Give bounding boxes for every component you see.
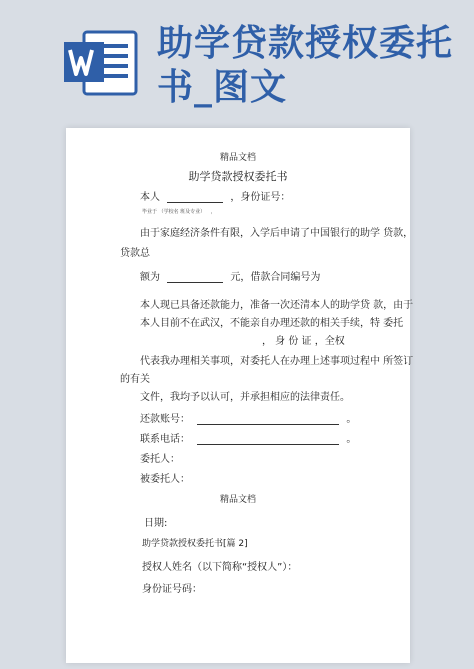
phone-blank: [197, 435, 339, 445]
name-blank: [167, 193, 223, 203]
doc-header: 精品文档: [219, 153, 256, 163]
page-title: 助学贷款授权委托书_图文: [157, 23, 454, 108]
amount-line: [140, 268, 320, 283]
para-5: 代表我办理相关事项，对委托人在办理上述事项过程中 所签订: [140, 356, 414, 367]
account-label: 还款账号：: [140, 414, 190, 425]
doc-header-2: 精品文档: [219, 495, 256, 505]
amount-tail: 元，借款合同编号为: [230, 272, 321, 283]
school-note: [142, 208, 216, 215]
phone-period: 。: [346, 434, 357, 445]
para-5b: 的有关: [120, 374, 150, 385]
school-note-text: 毕业于 （学校名 班及专业）: [142, 209, 206, 215]
word-icon: [62, 28, 140, 98]
amount-blank: [167, 273, 223, 283]
account-blank: [197, 415, 339, 425]
title-banner: [0, 0, 474, 118]
id-number-label: 身份证号码：: [142, 584, 202, 595]
account-line: [140, 410, 356, 425]
doc-title: 助学贷款授权委托书: [188, 170, 288, 183]
date-label: 日期:: [144, 518, 168, 529]
phone-label: 联系电话：: [140, 434, 190, 445]
para-2: 本人现已具备还款能力，准备一次还清本人的助学贷 款，由于: [140, 300, 414, 311]
next-title: 助学贷款授权委托书[篇 2]: [142, 539, 248, 549]
account-period: 。: [346, 414, 357, 425]
amount-label: 额为: [140, 272, 160, 283]
school-note-tail: ，: [210, 209, 216, 215]
para-3: 本人目前不在武汉，不能亲自办理还款的相关手续，特 委托: [140, 318, 404, 329]
person-label: 本人: [140, 192, 160, 203]
para-4: ， 身 份 证 ，全权: [262, 336, 345, 347]
para-6: 文件，我均予以认可，并承担相应的法律责任。: [140, 392, 350, 403]
agent-label: 被委托人：: [140, 474, 190, 485]
document-page: [66, 128, 414, 663]
para-1: 由于家庭经济条件有限，入学后申请了中国银行的助学 贷款，: [140, 228, 414, 239]
person-line: [140, 188, 290, 203]
phone-line: [140, 430, 356, 445]
id-label: ，身份证号：: [230, 192, 291, 203]
client-label: 委托人：: [140, 454, 180, 465]
para-1b: 贷款总: [120, 248, 150, 259]
authorizer-label: 授权人姓名（以下简称“授权人”）：: [142, 562, 298, 573]
